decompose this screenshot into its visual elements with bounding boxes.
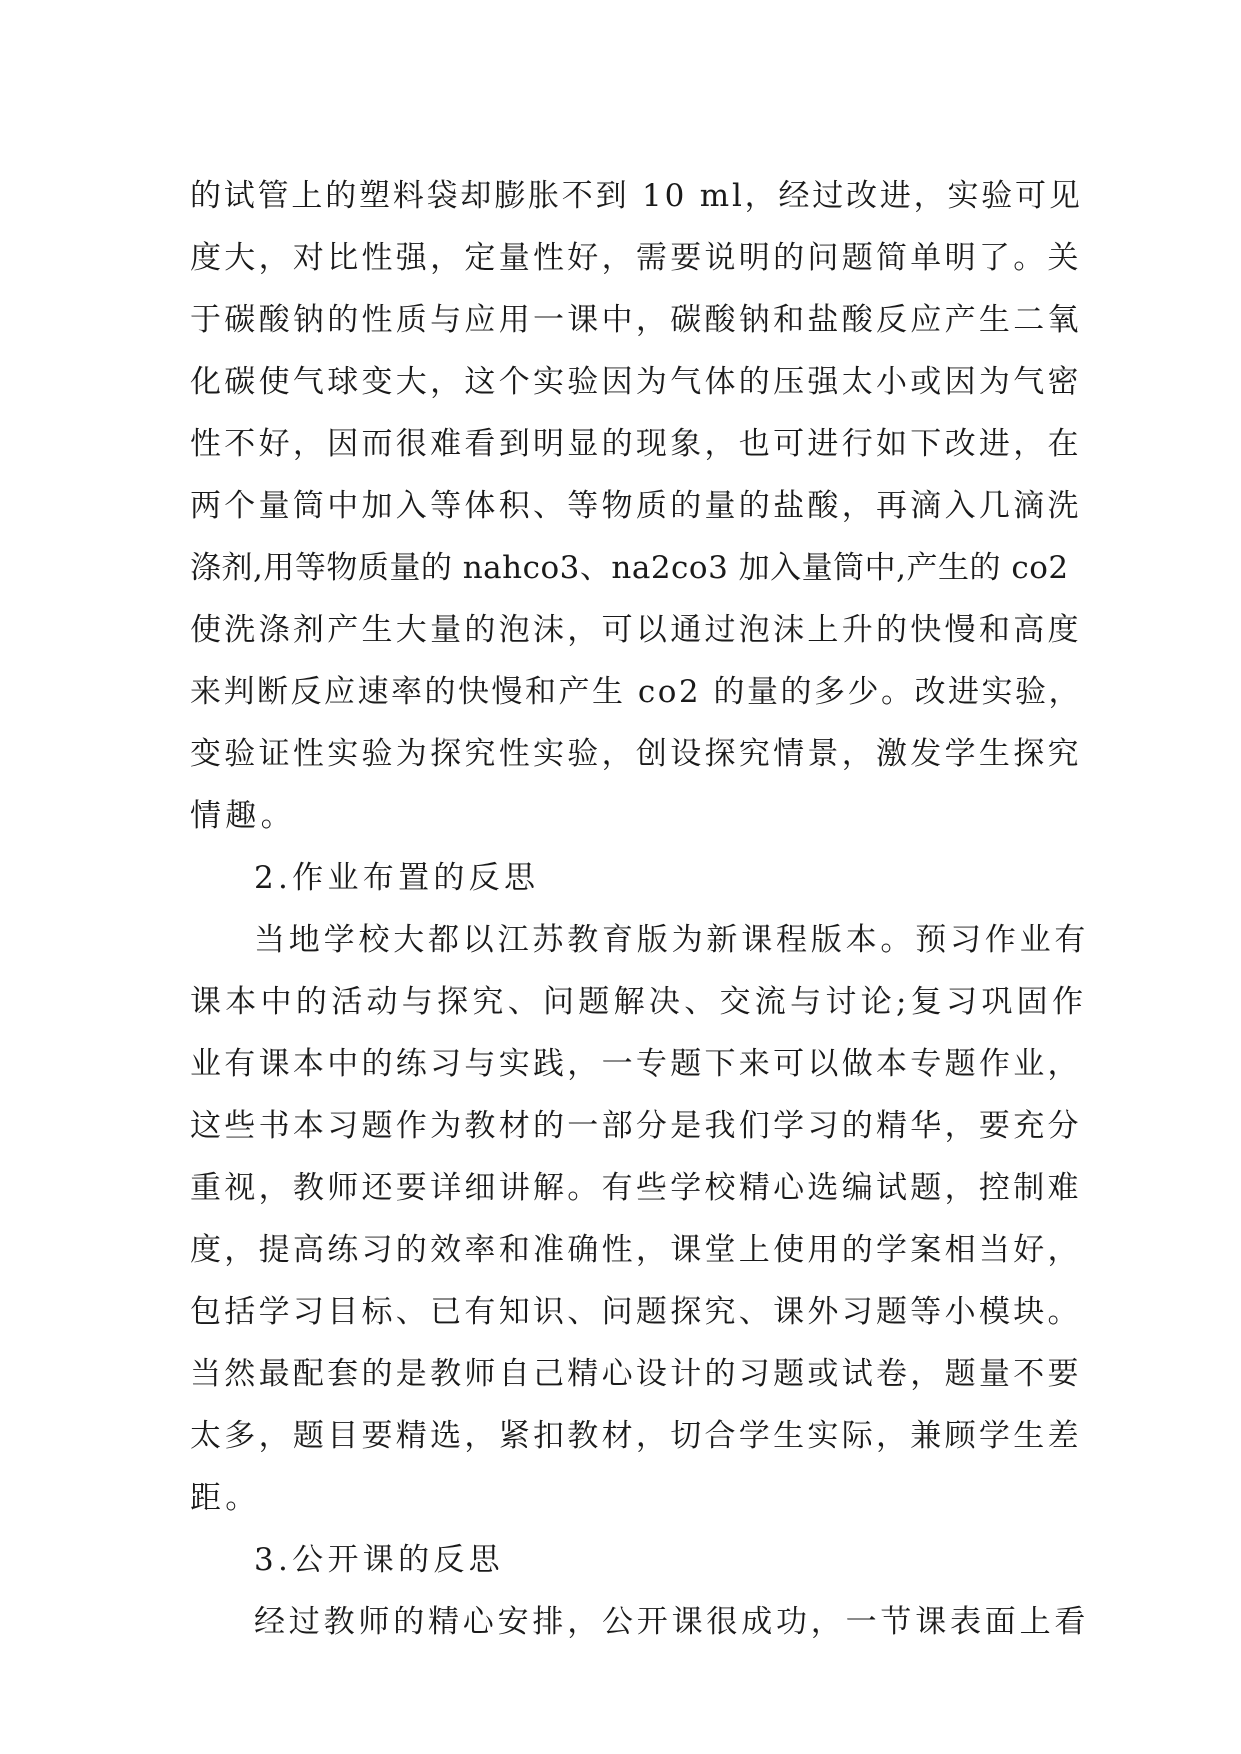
paragraph-line: 度大，对比性强，定量性好，需要说明的问题简单明了。关 [190,240,1082,276]
paragraph-line: 业有课本中的练习与实践，一专题下来可以做本专题作业， [190,1046,1082,1082]
paragraph-line: 距。 [190,1480,261,1516]
paragraph-line: 课本中的活动与探究、问题解决、交流与讨论;复习巩固作 [190,984,1088,1020]
paragraph-line: 经过教师的精心安排，公开课很成功，一节课表面上看 [254,1604,1090,1640]
paragraph-line: 这些书本习题作为教材的一部分是我们学习的精华，要充分 [190,1108,1082,1144]
section-heading: 2.作业布置的反思 [254,860,540,896]
paragraph-line: 来判断反应速率的快慢和产生 co2 的量的多少。改进实验， [190,674,1082,710]
paragraph-line: 涤剂,用等物质量的 nahco3、na2co3 加入量筒中,产生的 co2 [190,550,1069,586]
paragraph-line: 于碳酸钠的性质与应用一课中，碳酸钠和盐酸反应产生二氧 [190,302,1082,338]
paragraph-line: 的试管上的塑料袋却膨胀不到 10 ml，经过改进，实验可见 [190,178,1083,214]
paragraph-line: 重视，教师还要详细讲解。有些学校精心选编试题，控制难 [190,1170,1082,1206]
paragraph-line: 当地学校大都以江苏教育版为新课程版本。预习作业有 [254,922,1090,958]
paragraph-line: 变验证性实验为探究性实验，创设探究情景，激发学生探究 [190,736,1082,772]
paragraph-line: 使洗涤剂产生大量的泡沫，可以通过泡沫上升的快慢和高度 [190,612,1082,648]
paragraph-line: 两个量筒中加入等体积、等物质的量的盐酸，再滴入几滴洗 [190,488,1082,524]
paragraph-line: 化碳使气球变大，这个实验因为气体的压强太小或因为气密 [190,364,1082,400]
paragraph-line: 包括学习目标、已有知识、问题探究、课外习题等小模块。 [190,1294,1082,1330]
paragraph-line: 度，提高练习的效率和准确性，课堂上使用的学案相当好， [190,1232,1082,1268]
paragraph-line: 当然最配套的是教师自己精心设计的习题或试卷，题量不要 [190,1356,1082,1392]
section-heading: 3.公开课的反思 [254,1542,504,1578]
paragraph-line: 性不好，因而很难看到明显的现象，也可进行如下改进，在 [190,426,1082,462]
paragraph-line: 情趣。 [190,798,296,834]
paragraph-line: 太多，题目要精选，紧扣教材，切合学生实际，兼顾学生差 [190,1418,1082,1454]
